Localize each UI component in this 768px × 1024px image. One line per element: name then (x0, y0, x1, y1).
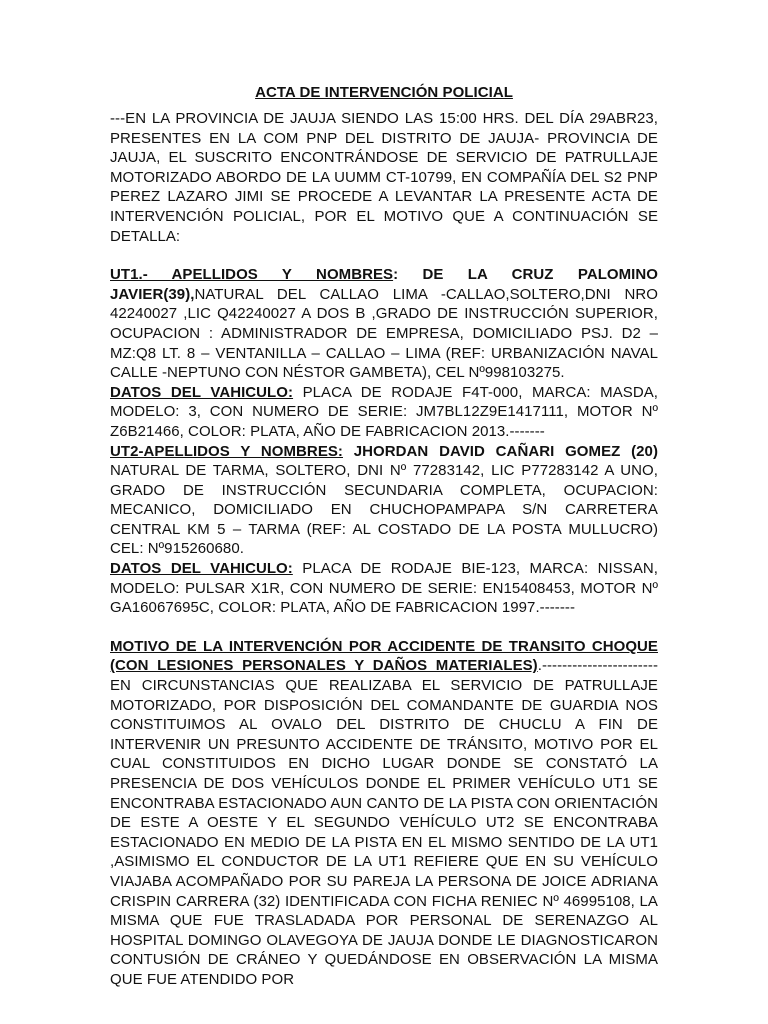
ut2-vehicle-details: PLACA DE RODAJE BIE-123, MARCA: NISSAN, MODELO: PULSAR X1R, CON NUMERO DE SERIE: EN15408453, MOTOR Nº GA16067695C, COLOR: PLATA, AÑO DE FABRICACION 1997.------- (110, 560, 658, 617)
ut1-name: DE LA CRUZ PALOMINO JAVIER(39), (110, 266, 658, 303)
ut2-details: NATURAL DE TARMA, SOLTERO, DNI Nº 77283142, LIC P77283142 A UNO, GRADO DE INSTRUCCIÓN SECUNDARIA COMPLETA, OCUPACION: MECANICO, DOMICILIADO EN CHUCHOPAMPAPA S/N CARRETERA CENTRAL KM 5 – TARMA (REF: AL COSTADO DE LA POSTA MULLUCRO) CEL: Nº915260680. (110, 462, 658, 558)
ut2-name: JHORDAN DAVID CAÑARI GOMEZ (20) (342, 442, 658, 460)
motive-dashes: .----------------------- (537, 657, 658, 675)
paragraph-gap (110, 246, 658, 265)
ut1-label: UT1.- APELLIDOS Y NOMBRES (110, 266, 394, 284)
ut1-details: NATURAL DEL CALLAO LIMA -CALLAO,SOLTERO,DNI NRO 42240027 ,LIC Q42240027 A DOS B ,GRADO DE INSTRUCCIÓN SUPERIOR, OCUPACION : ADMINISTRADOR DE EMPRESA, DOMICILIADO PSJ. D2 – MZ:Q8 LT. 8 – VENTANILLA – CALLAO – LIMA (REF: URBANIZACIÓN NAVAL CALLE -NEPTUNO CON NÉSTOR GAMBETA), CEL Nº998103275. (110, 285, 658, 382)
motive-paragraph (110, 637, 658, 990)
ut1-vehicle-paragraph (110, 383, 658, 442)
motive-heading: MOTIVO DE LA INTERVENCIÓN POR ACCIDENTE DE TRANSITO CHOQUE (CON LESIONES PERSONALES Y DAÑOS MATERIALES) (110, 637, 658, 675)
ut1-paragraph (110, 265, 658, 383)
ut1-vehicle-details: PLACA DE RODAJE F4T-000, MARCA: MASDA, MODELO: 3, CON NUMERO DE SERIE: JM7BL12Z9E1417111, MOTOR Nº Z6B21466, COLOR: PLATA, AÑO DE FABRICACION 2013.------- (110, 383, 658, 440)
paragraph-gap (110, 618, 658, 637)
intro-paragraph: ---EN LA PROVINCIA DE JAUJA SIENDO LAS 15:00 HRS. DEL DÍA 29ABR23, PRESENTES EN LA COM PNP DEL DISTRITO DE JAUJA- PROVINCIA DE JAUJA, EL SUSCRITO ENCONTRÁNDOSE DE SERVICIO DE PATRULLAJE MOTORIZADO ABORDO DE LA UUMM CT-10799, EN COMPAÑÍA DEL S2 PNP PEREZ LAZARO JIMI SE PROCEDE A LEVANTAR LA PRESENTE ACTA DE INTERVENCIÓN POLICIAL, POR EL MOTIVO QUE A CONTINUACIÓN SE DETALLA: (110, 110, 658, 245)
ut1-colon: : (393, 266, 399, 284)
document-title: ACTA DE INTERVENCIÓN POLICIAL (255, 84, 513, 101)
ut2-label: UT2-APELLIDOS Y NOMBRES: (110, 442, 343, 460)
ut2-vehicle-label: DATOS DEL VAHICULO: (110, 560, 293, 578)
motive-body: EN CIRCUNSTANCIAS QUE REALIZABA EL SERVICIO DE PATRULLAJE MOTORIZADO, POR DISPOSICIÓN DEL COMANDANTE DE GUARDIA NOS CONSTITUIMOS AL OVALO DEL DISTRITO DE CHUCLU A FIN DE INTERVENIR UN PRESUNTO ACCIDENTE DE TRÁNSITO, MOTIVO POR EL CUAL CONSTITUIDOS EN DICHO LUGAR DONDE SE CONSTATÓ LA PRESENCIA DE DOS VEHÍCULOS DONDE EL PRIMER VEHÍCULO UT1 SE ENCONTRABA ESTACIONADO AUN CANTO DE LA PISTA CON ORIENTACIÓN DE ESTE A OESTE Y EL SEGUNDO VEHÍCULO UT2 SE ENCONTRABA ESTACIONADO EN MEDIO DE LA PISTA EN EL MISMO SENTIDO DE LA UT1 ,ASIMISMO EL CONDUCTOR DE LA UT1 REFIERE QUE EN SU VEHÍCULO VIAJABA ACOMPAÑADO POR SU PAREJA LA PERSONA DE JOICE ADRIANA CRISPIN CARRERA (32) IDENTIFICADA CON FICHA RENIEC Nº 46995108, LA MISMA QUE FUE TRASLADADA POR PERSONAL DE SERENAZGO AL HOSPITAL DOMINGO OLAVEGOYA DE JAUJA DONDE LE DIAGNOSTICARON CONTUSIÓN DE CRÁNEO Y QUEDÁNDOSE EN OBSERVACIÓN LA MISMA QUE FUE ATENDIDO POR (110, 677, 658, 988)
ut1-vehicle-label: DATOS DEL VAHICULO: (110, 383, 294, 401)
ut2-vehicle-paragraph (110, 559, 658, 618)
ut2-paragraph (110, 442, 658, 560)
